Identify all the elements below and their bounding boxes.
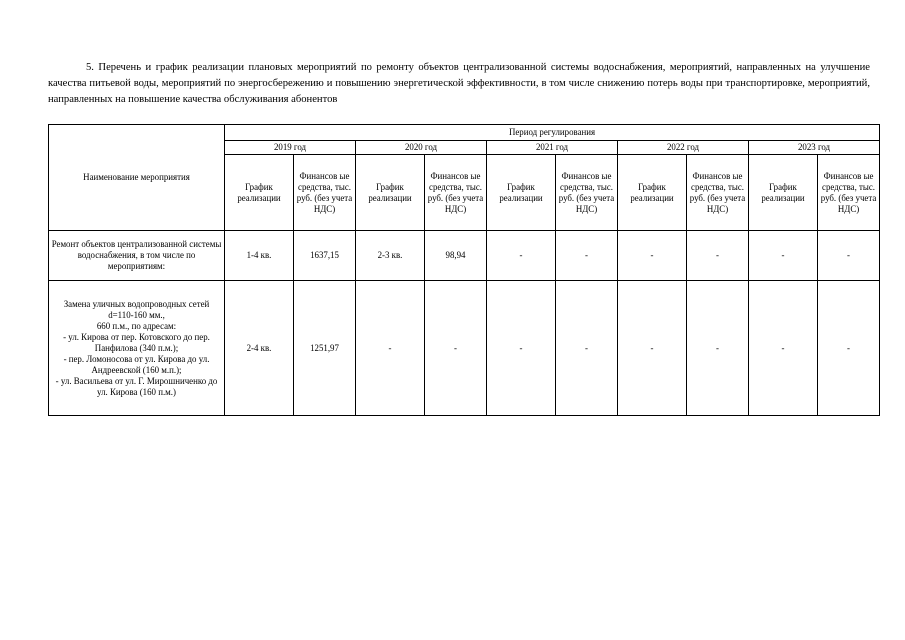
- header-finance: Финансов ые средства, тыс. руб. (без учета НДС): [556, 155, 618, 231]
- table-row: [49, 231, 880, 281]
- header-finance: Финансов ые средства, тыс. руб. (без учета НДС): [294, 155, 356, 231]
- section-heading-text: 5. Перечень и график реализации плановых мероприятий по ремонту объектов централизованной системы водоснабжения, мероприятий, направленных на улучшение качества питьевой воды, мероприятий по энергосбережению и повышению энергетической эффективности, в том числе снижению потерь воды при транспортировке, мероприятий, направленных на повышение качества обслуживания абонентов: [48, 62, 870, 105]
- cell-2021-finance: -: [556, 231, 618, 281]
- header-schedule: График реализации: [487, 155, 556, 231]
- cell-2022-schedule: -: [618, 231, 687, 281]
- header-finance: Финансов ые средства, тыс. руб. (без учета НДС): [687, 155, 749, 231]
- cell-2022-finance: -: [687, 281, 749, 416]
- section-heading: [48, 60, 870, 108]
- header-year-2022: 2022 год: [618, 141, 749, 155]
- row-name: Ремонт объектов централизованной системы водоснабжения, в том числе по мероприятиям:: [49, 231, 225, 281]
- cell-2019-finance: 1637,15: [294, 231, 356, 281]
- cell-2019-finance: 1251,97: [294, 281, 356, 416]
- cell-2023-finance: -: [818, 281, 880, 416]
- cell-2022-schedule: -: [618, 281, 687, 416]
- cell-2021-schedule: -: [487, 281, 556, 416]
- cell-2021-schedule: -: [487, 231, 556, 281]
- cell-2022-finance: -: [687, 231, 749, 281]
- table-row: [49, 281, 880, 416]
- cell-2019-schedule: 2-4 кв.: [225, 281, 294, 416]
- header-year-2021: 2021 год: [487, 141, 618, 155]
- header-schedule: График реализации: [356, 155, 425, 231]
- cell-2023-schedule: -: [749, 231, 818, 281]
- plan-table: [48, 124, 880, 416]
- cell-2023-schedule: -: [749, 281, 818, 416]
- cell-2020-finance: 98,94: [425, 231, 487, 281]
- cell-2020-finance: -: [425, 281, 487, 416]
- cell-2020-schedule: 2-3 кв.: [356, 231, 425, 281]
- row-name: Замена уличных водопроводных сетей d=110-160 мм., 660 п.м., по адресам: - ул. Кирова от пер. Котовского до пер. Панфилова (340 п.м.); - пер. Ломоносова от ул. Кирова до ул. Андреевской (160 м.п.); - ул. Васильева от ул. Г. Мирошниченко до ул. Кирова (160 п.м.): [49, 281, 225, 416]
- header-schedule: График реализации: [749, 155, 818, 231]
- header-year-2020: 2020 год: [356, 141, 487, 155]
- header-period: Период регулирования: [225, 125, 880, 141]
- header-year-2019: 2019 год: [225, 141, 356, 155]
- cell-2019-schedule: 1-4 кв.: [225, 231, 294, 281]
- header-finance: Финансов ые средства, тыс. руб. (без учета НДС): [818, 155, 880, 231]
- header-finance: Финансов ые средства, тыс. руб. (без учета НДС): [425, 155, 487, 231]
- header-schedule: График реализации: [618, 155, 687, 231]
- header-name: Наименование мероприятия: [49, 125, 225, 231]
- header-schedule: График реализации: [225, 155, 294, 231]
- header-year-2023: 2023 год: [749, 141, 880, 155]
- cell-2020-schedule: -: [356, 281, 425, 416]
- cell-2021-finance: -: [556, 281, 618, 416]
- cell-2023-finance: -: [818, 231, 880, 281]
